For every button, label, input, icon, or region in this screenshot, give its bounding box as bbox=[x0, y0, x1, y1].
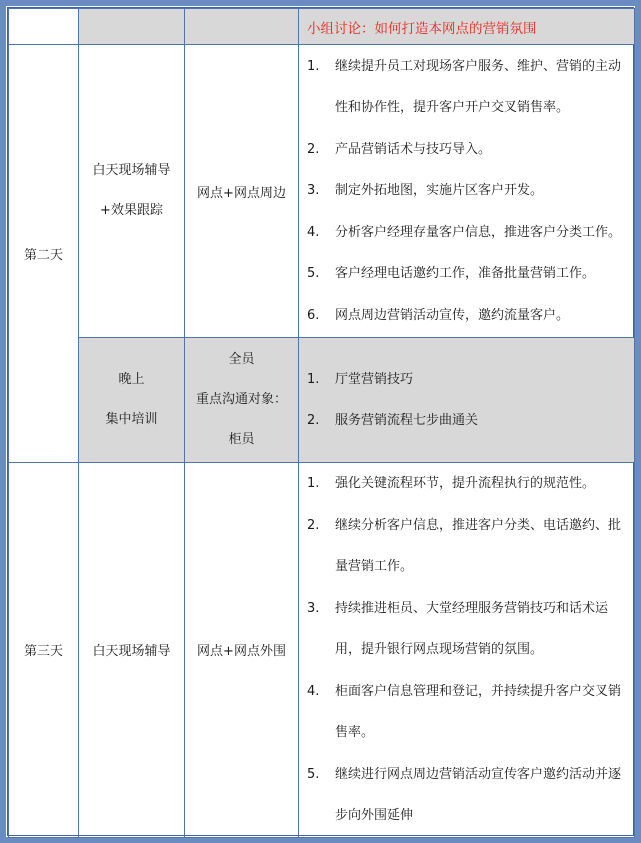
session-line: 晚上 bbox=[118, 372, 145, 387]
list-item: 6. 网点周边营销活动宣传，邀约流量客户。 bbox=[307, 307, 570, 323]
content-cell-day2-evening bbox=[299, 338, 635, 463]
group-discussion-title: 小组讨论：如何打造本网点的营销氛围 bbox=[299, 9, 635, 45]
content-cell-day2-daytime bbox=[299, 45, 635, 338]
table-row-discussion bbox=[9, 9, 635, 45]
list-item: 5. 客户经理电话邀约工作，准备批量营销工作。 bbox=[307, 266, 596, 282]
list-item: 3. 制定外拓地图，实施片区客户开发。 bbox=[307, 183, 544, 199]
list-item: 3. 持续推进柜员、大堂经理服务营销技巧和话术运用，提升银行网点现场营销的氛围。 bbox=[307, 600, 609, 657]
session-cell bbox=[79, 9, 185, 45]
activity-list bbox=[299, 359, 634, 442]
location-line: 重点沟通对象： bbox=[195, 392, 287, 407]
table-row-day3 bbox=[9, 463, 635, 838]
activity-list bbox=[299, 46, 634, 337]
list-item: 2. 服务营销流程七步曲通关 bbox=[307, 413, 479, 428]
list-item: 2. 产品营销话术与技巧导入。 bbox=[307, 141, 492, 157]
content-cell-day3 bbox=[299, 463, 635, 838]
list-item: 1. 厅堂营销技巧 bbox=[307, 371, 414, 387]
list-item: 5. 继续进行网点周边营销活动宣传客户邀约活动并逐步向外围延伸 bbox=[307, 766, 622, 823]
location-cell bbox=[185, 9, 299, 45]
training-schedule-table bbox=[8, 8, 635, 838]
location-line: 柜员 bbox=[228, 432, 255, 447]
session-line: 白天现场辅导 bbox=[92, 163, 171, 178]
list-item: 1. 强化关键流程环节，提升流程执行的规范性。 bbox=[307, 476, 596, 491]
table-row-day2-evening bbox=[9, 338, 635, 463]
day-label-day3: 第三天 bbox=[9, 463, 79, 838]
day-cell bbox=[9, 9, 79, 45]
activity-list bbox=[299, 463, 634, 837]
session-cell-day2-evening bbox=[79, 338, 185, 463]
location-cell-day3: 网点+网点外围 bbox=[185, 463, 299, 838]
day-label-day2: 第二天 bbox=[9, 45, 79, 463]
location-cell-day2-evening bbox=[185, 338, 299, 463]
table-row-day2-daytime bbox=[9, 45, 635, 338]
list-item: 2. 继续分析客户信息，推进客户分类、电话邀约、批量营销工作。 bbox=[307, 517, 622, 574]
session-line: +效果跟踪 bbox=[100, 203, 163, 218]
list-item: 4. 分析客户经理存量客户信息，推进客户分类工作。 bbox=[307, 224, 622, 240]
session-cell-day3: 白天现场辅导 bbox=[79, 463, 185, 838]
list-item: 4. 柜面客户信息管理和登记，并持续提升客户交叉销售率。 bbox=[307, 683, 622, 740]
location-line: 全员 bbox=[228, 352, 255, 367]
list-item: 1. 继续提升员工对现场客户服务、维护、营销的主动性和协作性，提升客户开户交叉销售率。 bbox=[307, 58, 622, 116]
location-cell-day2-daytime: 网点+网点周边 bbox=[185, 45, 299, 338]
session-line: 集中培训 bbox=[105, 412, 158, 427]
session-cell-day2-daytime bbox=[79, 45, 185, 338]
